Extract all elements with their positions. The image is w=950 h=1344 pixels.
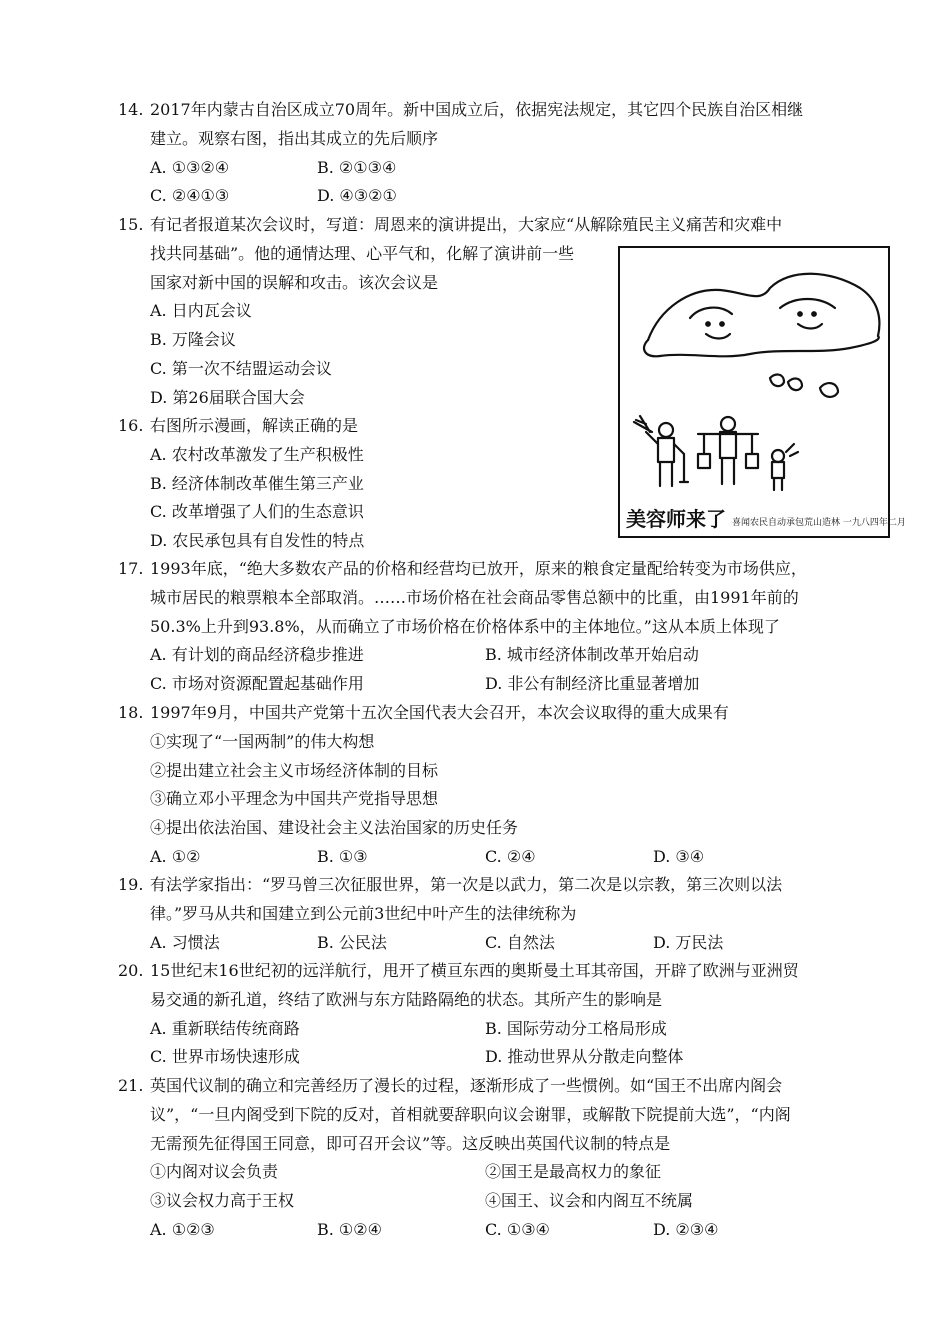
option-d: D. ③④ — [653, 846, 705, 866]
question-stem: 找共同基础”。他的通情达理、心平气和，化解了演讲前一些 — [150, 243, 575, 263]
option-b: B. ①③ — [317, 846, 368, 866]
cartoon-title: 美容师来了 — [626, 507, 726, 531]
option-row — [118, 843, 848, 872]
question-stem: 英国代议制的确立和完善经历了漫长的过程，逐渐形成了一些惯例。如“国王不出席内阁会 — [150, 1076, 783, 1095]
statement-item: ②国王是最高权力的象征 — [485, 1162, 662, 1182]
option-row — [118, 1015, 848, 1044]
question-stem: 议”，“一旦内阁受到下院的反对，首相就要辞职向议会谢罪，或解散下院提前大选”，“内阁 — [150, 1104, 791, 1124]
option-d: D. 万民法 — [653, 932, 724, 952]
option-c: C. 市场对资源配置起基础作用 — [150, 674, 364, 694]
question-stem: 有记者报道某次会议时，写道：周恩来的演讲提出，大家应“从解除殖民主义痛苦和灾难中 — [150, 215, 783, 234]
question-stem: 15世纪末16世纪初的远洋航行，甩开了横亘东西的奥斯曼土耳其帝国，开辟了欧洲与亚洲贸 — [150, 961, 799, 980]
question-17 — [118, 555, 848, 699]
option-row — [118, 154, 848, 183]
option-b: B. ②①③④ — [317, 157, 397, 177]
question-stem: 建立。观察右图，指出其成立的先后顺序 — [150, 128, 439, 148]
option-a: A. 农村改革激发了生产积极性 — [150, 444, 364, 464]
option-d: D. ②③④ — [653, 1219, 719, 1239]
question-stem: 1997年9月，中国共产党第十五次全国代表大会召开，本次会议取得的重大成果有 — [150, 703, 729, 722]
question-18 — [118, 699, 848, 872]
option-d: D. 农民承包具有自发性的特点 — [150, 531, 365, 551]
question-stem: 国家对新中国的误解和攻击。该次会议是 — [150, 272, 439, 292]
hills-outline — [648, 274, 879, 340]
question-stem: 有法学家指出：“罗马曾三次征服世界，第一次是以武力，第二次是以宗教，第三次则以法 — [150, 875, 783, 894]
question-stem: 城市居民的粮票粮本全部取消。……市场价格在社会商品零售总额中的比重，由1991年前的 — [150, 587, 799, 607]
question-19 — [118, 871, 848, 957]
statement-row — [118, 1158, 848, 1187]
question-stem: 无需预先征得国王同意，即可召开会议”等。这反映出英国代议制的特点是 — [150, 1133, 671, 1153]
question-number: 18. — [118, 703, 144, 722]
cartoon-image — [618, 246, 906, 538]
option-c: C. ②④①③ — [150, 186, 230, 206]
statement-item: ③议会权力高于王权 — [150, 1191, 295, 1211]
statement-item: ④提出依法治国、建设社会主义法治国家的历史任务 — [150, 818, 519, 838]
question-stem: 易交通的新孔道，终结了欧洲与东方陆路隔绝的状态。其所产生的影响是 — [150, 989, 663, 1009]
question-number: 14. — [118, 100, 144, 119]
statement-item: ④国王、议会和内阁互不统属 — [485, 1191, 694, 1211]
statement-item: ②提出建立社会主义市场经济体制的目标 — [150, 760, 439, 780]
question-number: 15. — [118, 215, 144, 234]
option-a: A. ①③②④ — [150, 157, 230, 177]
question-20 — [118, 957, 848, 1072]
question-21 — [118, 1072, 848, 1245]
statement-row — [118, 1187, 848, 1216]
option-a: A. 习惯法 — [150, 932, 220, 952]
option-b: B. 公民法 — [317, 932, 387, 952]
option-row — [118, 1216, 848, 1245]
option-d: D. ④③②① — [317, 186, 397, 206]
option-b: B. 国际劳动分工格局形成 — [485, 1018, 667, 1038]
question-stem: 50.3%上升到93.8%，从而确立了市场价格在价格体系中的主体地位。”这从本质上体现了 — [150, 616, 780, 636]
statement-item: ③确立邓小平理念为中国共产党指导思想 — [150, 789, 439, 809]
question-14 — [118, 96, 848, 211]
question-stem: 1993年底，“绝大多数农产品的价格和经营均已放开，原来的粮食定量配给转变为市场供应， — [150, 559, 807, 578]
question-number: 21. — [118, 1076, 144, 1095]
option-c: C. ②④ — [485, 846, 536, 866]
option-b: B. 城市经济体制改革开始启动 — [485, 645, 699, 665]
question-number: 16. — [118, 416, 144, 435]
cartoon-note: 喜闻农民自动承包荒山造林 一九八四年二月 — [732, 518, 906, 528]
option-a: A. 有计划的商品经济稳步推进 — [150, 645, 364, 665]
statement-item: ①内阁对议会负责 — [150, 1162, 279, 1182]
option-row — [118, 929, 848, 958]
option-a: A. 日内瓦会议 — [150, 301, 252, 321]
option-row — [118, 182, 848, 211]
question-number: 17. — [118, 559, 144, 578]
option-row — [118, 1043, 848, 1072]
cartoon-drawing — [620, 248, 888, 536]
statement-item: ①实现了“一国两制”的伟大构想 — [150, 731, 375, 751]
option-c: C. 第一次不结盟运动会议 — [150, 358, 332, 378]
option-b: B. ①②④ — [317, 1219, 382, 1239]
question-number: 20. — [118, 961, 144, 980]
question-number: 19. — [118, 875, 144, 894]
option-a: A. ①② — [150, 846, 201, 866]
question-stem: 律。”罗马从共和国建立到公元前3世纪中叶产生的法律统称为 — [150, 903, 577, 923]
option-d: D. 第26届联合国大会 — [150, 387, 305, 407]
option-a: A. ①②③ — [150, 1219, 215, 1239]
option-c: C. 世界市场快速形成 — [150, 1047, 300, 1067]
option-c: C. 自然法 — [485, 932, 555, 952]
option-row — [118, 641, 848, 670]
option-c: C. ①③④ — [485, 1219, 550, 1239]
option-d: D. 推动世界从分散走向整体 — [485, 1047, 684, 1067]
option-a: A. 重新联结传统商路 — [150, 1018, 300, 1038]
option-c: C. 改革增强了人们的生态意识 — [150, 502, 364, 522]
option-b: B. 经济体制改革催生第三产业 — [150, 473, 364, 493]
option-b: B. 万隆会议 — [150, 330, 236, 350]
option-row — [118, 670, 848, 699]
option-d: D. 非公有制经济比重显著增加 — [485, 674, 700, 694]
question-stem: 右图所示漫画，解读正确的是 — [150, 416, 359, 435]
question-stem: 2017年内蒙古自治区成立70周年。新中国成立后，依据宪法规定，其它四个民族自治区相继 — [150, 100, 804, 119]
